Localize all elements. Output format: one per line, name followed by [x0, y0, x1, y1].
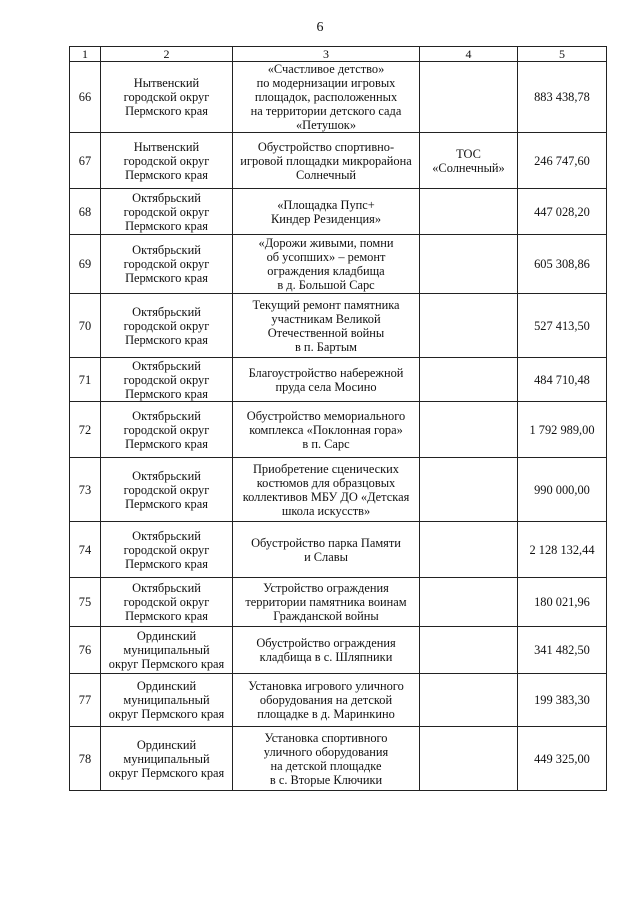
- project-line: кладбища в с. Шляпники: [259, 650, 393, 664]
- territory-line: муниципальный: [123, 751, 210, 766]
- territory-line: Октябрьский: [132, 304, 201, 319]
- amount-cell: 180 021,96: [518, 578, 607, 627]
- territory-line: Октябрьский: [132, 243, 201, 257]
- territory-line: округ Пермского края: [108, 765, 225, 780]
- project-line: костюмов для образцовых: [256, 475, 396, 490]
- territory-line: городской округ: [123, 595, 210, 609]
- territory-cell: [101, 578, 233, 627]
- territory-line: Пермского края: [125, 496, 208, 511]
- territory-line: муниципальный: [123, 643, 210, 657]
- table-row: [70, 133, 607, 189]
- table-row: [70, 235, 607, 294]
- project-line: Солнечный: [295, 167, 357, 182]
- project-cell: [233, 235, 420, 294]
- territory-line: Октябрьский: [132, 190, 201, 205]
- row-number: 75: [70, 578, 101, 627]
- territory-line: Пермского края: [125, 167, 208, 182]
- table-row: [70, 522, 607, 578]
- header-cell-3: 3: [233, 47, 420, 62]
- header-cell-4: 4: [420, 47, 518, 62]
- territory-line: городской округ: [123, 318, 210, 333]
- row-number: 68: [70, 189, 101, 235]
- project-line: на территории детского сада: [250, 104, 402, 118]
- project-cell: [233, 189, 420, 235]
- territory-line: Пермского края: [125, 609, 208, 623]
- project-cell: [233, 727, 420, 791]
- territory-cell: [101, 674, 233, 727]
- tos-cell: [420, 62, 518, 133]
- project-line: «Дорожи живыми, помни: [258, 236, 394, 250]
- territory-line: Нытвенский: [133, 76, 200, 90]
- row-number: 70: [70, 294, 101, 358]
- amount-cell: 484 710,48: [518, 358, 607, 402]
- tos-cell: [420, 358, 518, 402]
- project-line: коллективов МБУ ДО «Детская: [242, 489, 410, 504]
- territory-line: городской округ: [123, 90, 210, 104]
- project-line: «Счастливое детство»: [267, 62, 385, 76]
- territory-cell: [101, 522, 233, 578]
- amount-cell: 449 325,00: [518, 727, 607, 791]
- tos-cell: [420, 727, 518, 791]
- table-row: [70, 627, 607, 674]
- row-number: 78: [70, 727, 101, 791]
- tos-cell: [420, 189, 518, 235]
- territory-line: городской округ: [123, 257, 210, 271]
- territory-cell: [101, 358, 233, 402]
- project-line: игровой площадки микрорайона: [240, 153, 412, 168]
- tos-cell: [420, 294, 518, 358]
- territory-line: городской округ: [123, 153, 210, 168]
- territory-line: Нытвенский: [133, 139, 200, 154]
- territory-line: округ Пермского края: [108, 657, 225, 671]
- tos-line: «Солнечный»: [432, 160, 505, 175]
- project-line: по модернизации игровых: [256, 76, 396, 90]
- project-line: «Площадка Пупс+: [277, 197, 375, 212]
- project-line: Установка игрового уличного: [248, 679, 404, 693]
- territory-line: Пермского края: [125, 271, 208, 285]
- project-line: об усопших» – ремонт: [266, 250, 386, 264]
- header-cell-5: 5: [518, 47, 607, 62]
- territory-line: Ординский: [136, 679, 197, 693]
- row-number: 76: [70, 627, 101, 674]
- project-line: в д. Большой Сарс: [277, 278, 375, 292]
- project-line: участникам Великой: [271, 311, 381, 326]
- project-cell: [233, 458, 420, 522]
- territory-line: Пермского края: [125, 218, 208, 233]
- project-line: Текущий ремонт памятника: [252, 297, 400, 312]
- territory-cell: [101, 189, 233, 235]
- table-row: [70, 62, 607, 133]
- territory-cell: [101, 235, 233, 294]
- project-line: на детской площадке: [270, 758, 382, 773]
- territory-line: Пермского края: [125, 556, 208, 571]
- project-cell: [233, 133, 420, 189]
- tos-cell: [420, 674, 518, 727]
- territory-line: городской округ: [123, 204, 210, 219]
- row-number: 73: [70, 458, 101, 522]
- page-number: 6: [316, 20, 324, 35]
- project-line: ограждения кладбища: [267, 264, 385, 278]
- territory-line: Ординский: [136, 629, 197, 643]
- project-line: Приобретение сценических: [252, 461, 400, 476]
- project-line: уличного оборудования: [263, 744, 389, 759]
- project-line: Киндер Резиденция»: [270, 211, 382, 226]
- tos-cell: [420, 627, 518, 674]
- tos-cell: [420, 522, 518, 578]
- tos-cell: [420, 578, 518, 627]
- territory-line: Октябрьский: [132, 468, 201, 483]
- territory-cell: [101, 627, 233, 674]
- territory-line: Пермского края: [125, 436, 208, 451]
- territory-cell: [101, 458, 233, 522]
- project-line: Отечественной войны: [267, 325, 385, 340]
- header-row: [70, 47, 607, 62]
- territory-line: Октябрьский: [132, 528, 201, 543]
- project-line: Благоустройство набережной: [248, 365, 404, 380]
- table-row: [70, 294, 607, 358]
- table-row: [70, 402, 607, 458]
- tos-cell: [420, 458, 518, 522]
- territory-line: городской округ: [123, 372, 210, 387]
- row-number: 69: [70, 235, 101, 294]
- territory-line: Пермского края: [125, 386, 208, 401]
- project-line: пруда села Мосино: [275, 379, 377, 394]
- territory-cell: [101, 402, 233, 458]
- project-cell: [233, 522, 420, 578]
- tos-cell: [420, 402, 518, 458]
- amount-cell: 341 482,50: [518, 627, 607, 674]
- row-number: 67: [70, 133, 101, 189]
- amount-cell: 883 438,78: [518, 62, 607, 133]
- territory-line: Пермского края: [125, 104, 208, 118]
- project-line: площадке в д. Маринкино: [257, 707, 395, 721]
- project-cell: [233, 358, 420, 402]
- territory-line: Октябрьский: [132, 581, 201, 595]
- territory-cell: [101, 294, 233, 358]
- projects-table: [69, 46, 607, 791]
- territory-line: городской округ: [123, 542, 210, 557]
- project-line: оборудования на детской: [259, 693, 393, 707]
- amount-cell: 527 413,50: [518, 294, 607, 358]
- header-cell-1: 1: [70, 47, 101, 62]
- territory-line: Ординский: [136, 737, 197, 752]
- amount-cell: 605 308,86: [518, 235, 607, 294]
- amount-cell: 199 383,30: [518, 674, 607, 727]
- project-line: Гражданской войны: [273, 609, 379, 623]
- project-line: в п. Бартым: [294, 339, 357, 354]
- project-line: и Славы: [304, 549, 348, 564]
- project-cell: [233, 578, 420, 627]
- territory-line: Октябрьский: [132, 358, 201, 373]
- table-row: [70, 727, 607, 791]
- amount-cell: 990 000,00: [518, 458, 607, 522]
- project-line: в с. Вторые Ключики: [269, 772, 383, 787]
- territory-cell: [101, 62, 233, 133]
- project-line: Обустройство спортивно-: [257, 139, 395, 154]
- project-line: Обустройство мемориального: [246, 408, 406, 423]
- tos-cell: [420, 133, 518, 189]
- row-number: 74: [70, 522, 101, 578]
- project-line: территории памятника воинам: [245, 595, 407, 609]
- row-number: 72: [70, 402, 101, 458]
- project-cell: [233, 674, 420, 727]
- amount-cell: 447 028,20: [518, 189, 607, 235]
- project-cell: [233, 627, 420, 674]
- territory-line: городской округ: [123, 482, 210, 497]
- territory-line: муниципальный: [123, 693, 210, 707]
- territory-line: городской округ: [123, 422, 210, 437]
- territory-line: округ Пермского края: [108, 707, 225, 721]
- project-line: школа искусств»: [281, 503, 371, 518]
- project-cell: [233, 402, 420, 458]
- territory-cell: [101, 133, 233, 189]
- table-row: [70, 189, 607, 235]
- project-line: комплекса «Поклонная гора»: [249, 422, 403, 437]
- territory-cell: [101, 727, 233, 791]
- table-row: [70, 358, 607, 402]
- project-line: Обустройство ограждения: [256, 636, 396, 650]
- amount-cell: 1 792 989,00: [518, 402, 607, 458]
- territory-line: Пермского края: [125, 332, 208, 347]
- row-number: 77: [70, 674, 101, 727]
- project-line: в п. Сарс: [302, 436, 350, 451]
- project-cell: [233, 62, 420, 133]
- row-number: 71: [70, 358, 101, 402]
- table-row: [70, 458, 607, 522]
- amount-cell: 246 747,60: [518, 133, 607, 189]
- project-line: Устройство ограждения: [263, 581, 389, 595]
- tos-cell: [420, 235, 518, 294]
- project-cell: [233, 294, 420, 358]
- table-row: [70, 674, 607, 727]
- amount-cell: 2 128 132,44: [518, 522, 607, 578]
- table-row: [70, 578, 607, 627]
- tos-line: ТОС: [456, 146, 481, 161]
- project-line: Обустройство парка Памяти: [251, 535, 401, 550]
- project-line: Установка спортивного: [264, 730, 388, 745]
- row-number: 66: [70, 62, 101, 133]
- header-cell-2: 2: [101, 47, 233, 62]
- project-line: «Петушок»: [295, 118, 357, 132]
- project-line: площадок, расположенных: [254, 90, 398, 104]
- territory-line: Октябрьский: [132, 408, 201, 423]
